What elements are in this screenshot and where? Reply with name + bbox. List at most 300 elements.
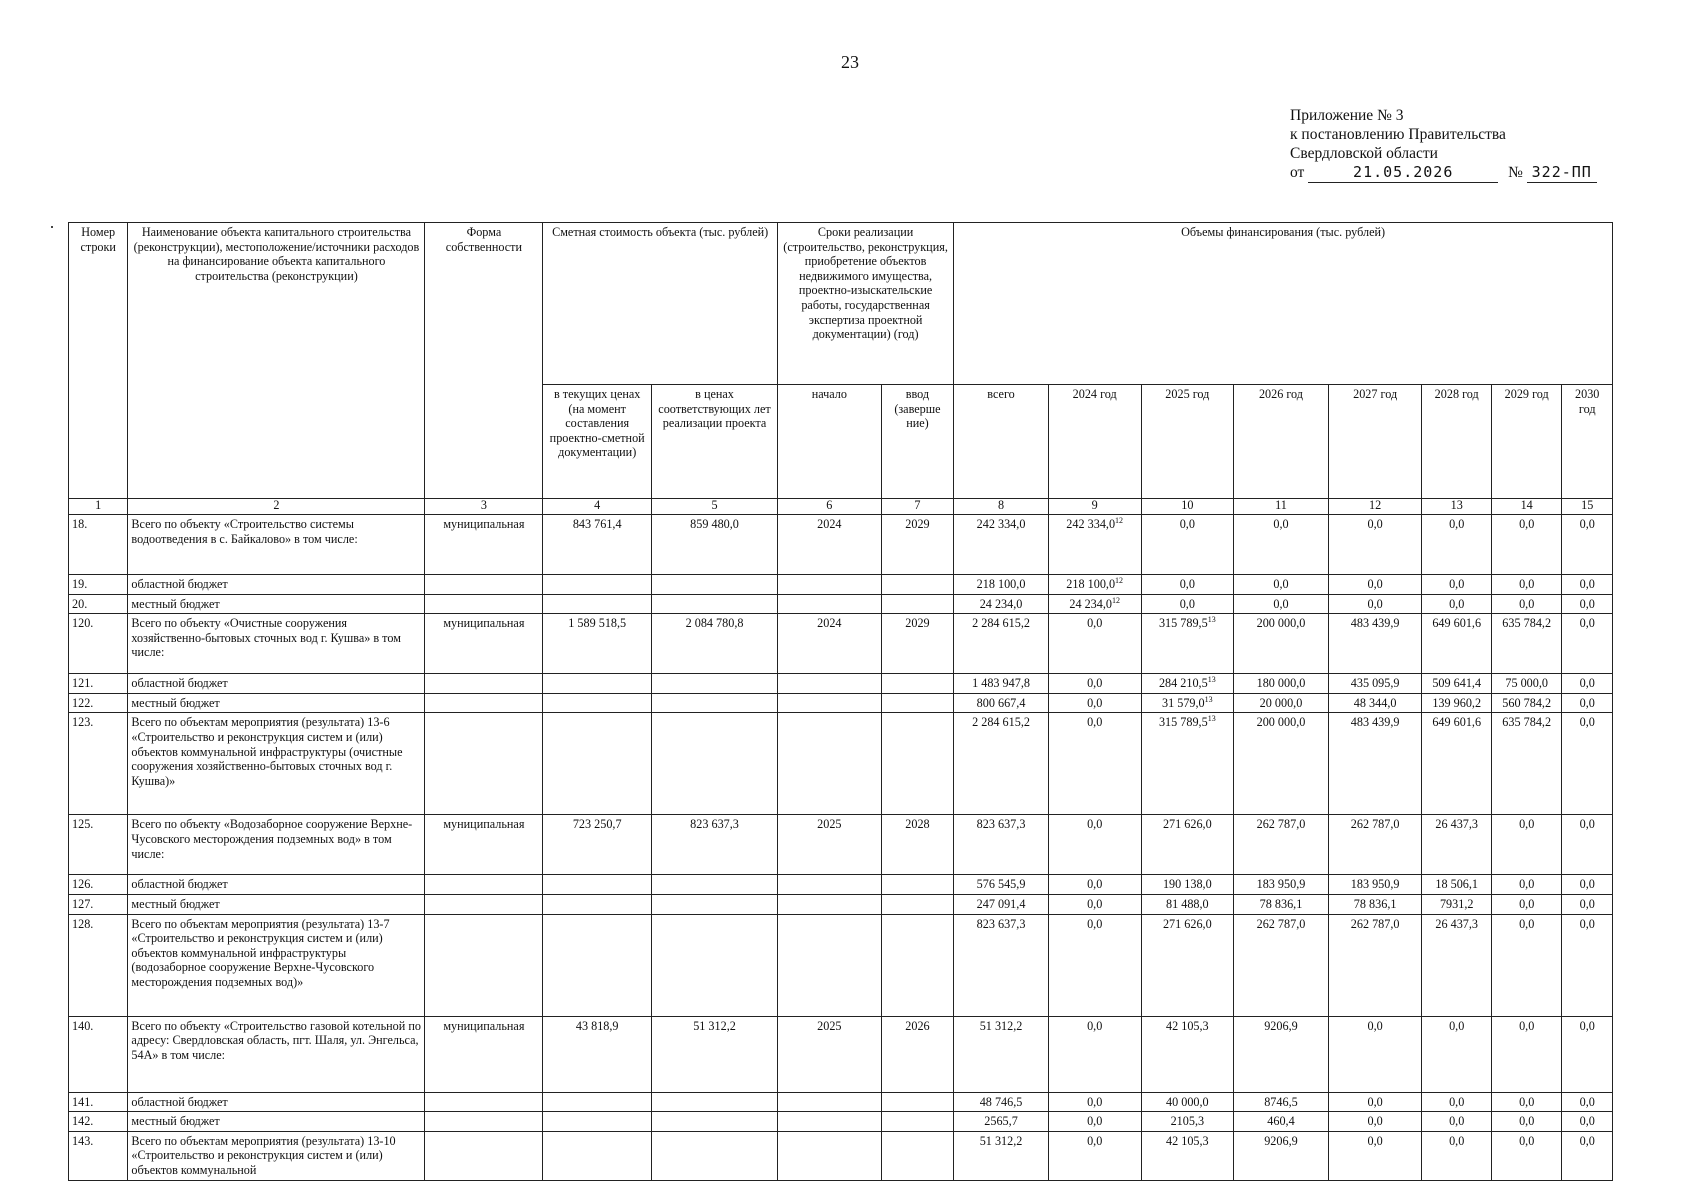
cell-finish-year [881, 914, 954, 1016]
cell-year-2028 [1422, 894, 1491, 914]
cell-object-name [128, 594, 425, 614]
cell-year-2025 [1141, 575, 1234, 595]
cell-cost-current [543, 875, 652, 895]
cell-year-2029 [1491, 815, 1561, 875]
cell-start-year [777, 614, 881, 674]
cell-start-year [777, 594, 881, 614]
cell-year-2028-value: 649 601,6 [1432, 616, 1482, 631]
cell-cost-years [652, 894, 778, 914]
cell-finish-year [881, 1092, 954, 1112]
cell-total-value: 800 667,4 [976, 695, 1026, 710]
cell-year-2026-value: 200 000,0 [1256, 616, 1306, 631]
cell-year-2026-value: 262 787,0 [1256, 817, 1306, 832]
cell-cost-current [543, 575, 652, 595]
cell-ownership-value: муниципальная [443, 517, 525, 531]
appendix-line-region: Свердловской области [1290, 145, 1438, 162]
cell-cost-current-value: 843 761,4 [572, 517, 622, 531]
cell-cost-current [543, 815, 652, 875]
cell-year-2029-value: 0,0 [1519, 1114, 1535, 1129]
cell-ownership-value: муниципальная [443, 1018, 525, 1033]
cell-year-2030 [1562, 693, 1613, 713]
cell-ownership [425, 1112, 543, 1132]
cell-year-2024 [1048, 674, 1141, 694]
cell-object-name [128, 713, 425, 815]
cell-year-2024 [1048, 1092, 1141, 1112]
cell-cost-years [652, 693, 778, 713]
cell-ownership [425, 914, 543, 1016]
cell-year-2027-value: 435 095,9 [1350, 676, 1400, 691]
cell-year-2029-value: 560 784,2 [1502, 695, 1552, 710]
table-row [69, 875, 1613, 895]
appendix-title: Приложение № 3 [1290, 107, 1404, 124]
column-index: 6 [777, 499, 881, 515]
cell-cost-years [652, 875, 778, 895]
cell-year-2030-value: 0,0 [1579, 676, 1595, 691]
table-row [69, 1131, 1613, 1180]
cell-year-2028 [1422, 1092, 1491, 1112]
cell-ownership [425, 713, 543, 815]
cell-year-2027-value: 262 787,0 [1350, 817, 1400, 832]
cell-start-year [777, 875, 881, 895]
cell-cost-current [543, 594, 652, 614]
cell-year-2030-value: 0,0 [1579, 1094, 1595, 1109]
cell-row-number-value: 127. [72, 896, 94, 911]
page-number: 23 [841, 52, 859, 72]
header-year-2028: 2028 год [1422, 385, 1491, 499]
cell-year-2024-value: 0,0 [1087, 695, 1103, 710]
cell-year-2025-value: 42 105,3 [1165, 1133, 1209, 1148]
table-row [69, 575, 1613, 595]
column-index: 8 [954, 499, 1049, 515]
cell-object-name [128, 515, 425, 575]
cell-start-year [777, 1112, 881, 1132]
cell-year-2027-value: 0,0 [1367, 1133, 1383, 1148]
cell-year-2026 [1234, 614, 1329, 674]
cell-object-name [128, 815, 425, 875]
cell-year-2029 [1491, 594, 1561, 614]
cell-cost-current-value: 43 818,9 [575, 1018, 619, 1033]
cell-total-value: 242 334,0 [976, 517, 1026, 531]
cell-year-2025-value: 0,0 [1179, 596, 1195, 611]
cell-year-2024 [1048, 1112, 1141, 1132]
cell-year-2024-value: 0,0 [1087, 1094, 1103, 1109]
cell-year-2025 [1141, 1112, 1234, 1132]
cell-year-2030-value: 0,0 [1579, 817, 1595, 832]
cell-finish-year [881, 894, 954, 914]
cell-year-2027-value: 0,0 [1367, 1094, 1383, 1109]
cell-year-2026-value: 8746,5 [1264, 1094, 1298, 1109]
cell-year-2024 [1048, 575, 1141, 595]
cell-year-2030 [1562, 914, 1613, 1016]
header-years-prices: в ценах соответствующих лет реализации проекта [652, 385, 778, 499]
table-row [69, 693, 1613, 713]
cell-year-2027-value: 78 836,1 [1353, 896, 1397, 911]
cell-year-2024-value: 0,0 [1087, 916, 1103, 931]
cell-total-value: 51 312,2 [979, 1018, 1023, 1033]
cell-year-2027 [1328, 515, 1422, 575]
cell-year-2028 [1422, 515, 1491, 575]
cell-year-2027 [1328, 875, 1422, 895]
cell-year-2029 [1491, 674, 1561, 694]
cell-finish-year-value: 2026 [905, 1018, 930, 1033]
cell-year-2030-value: 0,0 [1579, 896, 1595, 911]
cell-object-name [128, 614, 425, 674]
cell-total-value: 823 637,3 [976, 817, 1026, 832]
column-index-row [69, 499, 1613, 515]
cell-year-2029-value: 0,0 [1519, 896, 1535, 911]
column-index: 2 [128, 499, 425, 515]
cell-object-name [128, 875, 425, 895]
cell-cost-years [652, 614, 778, 674]
cell-row-number [69, 914, 128, 1016]
cell-year-2029 [1491, 1112, 1561, 1132]
cell-year-2026 [1234, 1016, 1329, 1092]
cell-ownership [425, 515, 543, 575]
table-row [69, 614, 1613, 674]
cell-row-number [69, 614, 128, 674]
cell-year-2028-value: 7931,2 [1439, 896, 1474, 911]
cell-year-2026-value: 0,0 [1273, 577, 1289, 591]
cell-year-2028 [1422, 575, 1491, 595]
cell-finish-year [881, 575, 954, 595]
cell-year-2025-value: 315 789,5 [1158, 616, 1208, 631]
cell-year-2024-value: 0,0 [1087, 817, 1103, 832]
cell-row-number [69, 713, 128, 815]
cell-cost-years [652, 674, 778, 694]
column-index: 9 [1048, 499, 1141, 515]
cell-year-2025-value: 0,0 [1179, 517, 1195, 531]
cell-start-year [777, 693, 881, 713]
cell-finish-year [881, 1016, 954, 1092]
cell-cost-current [543, 693, 652, 713]
cell-year-2030-value: 0,0 [1579, 877, 1595, 892]
cell-cost-current [543, 1112, 652, 1132]
cell-year-2028-value: 0,0 [1449, 1018, 1465, 1033]
cell-cost-years [652, 815, 778, 875]
cell-year-2025 [1141, 1131, 1234, 1180]
cell-year-2028-value: 26 437,3 [1435, 916, 1479, 931]
cell-start-year [777, 894, 881, 914]
cell-year-2027 [1328, 1131, 1422, 1180]
cell-year-2025 [1141, 515, 1234, 575]
cell-cost-current [543, 614, 652, 674]
cell-year-2030 [1562, 594, 1613, 614]
cell-ownership [425, 815, 543, 875]
cell-year-2028-value: 649 601,6 [1432, 715, 1482, 730]
cell-row-number [69, 875, 128, 895]
cell-year-2029 [1491, 575, 1561, 595]
cell-total [954, 1131, 1049, 1180]
footnote-mark: 12 [1115, 515, 1124, 525]
cell-start-year-value: 2025 [817, 817, 842, 832]
cell-cost-current-value: 723 250,7 [572, 817, 622, 832]
cell-year-2025 [1141, 594, 1234, 614]
cell-year-2024-value: 0,0 [1087, 715, 1103, 730]
margin-mark [51, 226, 53, 228]
resolution-number: 322-ПП [1527, 163, 1597, 183]
cell-year-2025 [1141, 894, 1234, 914]
cell-year-2026 [1234, 594, 1329, 614]
cell-object-name [128, 1112, 425, 1132]
cell-year-2024-value: 0,0 [1087, 616, 1103, 631]
cell-cost-years [652, 914, 778, 1016]
cell-year-2027-value: 48 344,0 [1353, 695, 1397, 710]
cell-row-number-value: 140. [72, 1018, 94, 1033]
financing-table [68, 222, 1613, 1181]
cell-start-year [777, 914, 881, 1016]
column-index: 7 [881, 499, 954, 515]
cell-year-2028 [1422, 594, 1491, 614]
cell-cost-years-value: 2 084 780,8 [685, 616, 744, 631]
cell-year-2030 [1562, 713, 1613, 815]
cell-year-2027 [1328, 1016, 1422, 1092]
cell-year-2029-value: 635 784,2 [1502, 616, 1552, 631]
column-index: 12 [1328, 499, 1422, 515]
cell-total-value: 48 746,5 [979, 1094, 1023, 1109]
cell-year-2029-value: 0,0 [1519, 1133, 1535, 1148]
cell-year-2027 [1328, 594, 1422, 614]
cell-finish-year [881, 1131, 954, 1180]
cell-year-2026-value: 460,4 [1267, 1114, 1295, 1129]
cell-year-2030 [1562, 575, 1613, 595]
cell-year-2028-value: 0,0 [1449, 517, 1465, 531]
cell-finish-year [881, 674, 954, 694]
cell-row-number-value: 120. [72, 616, 94, 631]
table-row [69, 594, 1613, 614]
cell-ownership-value: муниципальная [443, 817, 525, 832]
cell-cost-current [543, 674, 652, 694]
header-current-prices: в текущих ценах (на момент составления проектно-сметной документации) [543, 385, 652, 499]
cell-year-2027 [1328, 614, 1422, 674]
cell-object-name-value: Всего по объекту «Строительство газовой котельной по адресу: Свердловская область, пгт. Шаля, ул. Энгельса, 54А» в том числе: [131, 1018, 421, 1062]
header-year-2024: 2024 год [1048, 385, 1141, 499]
header-object-name: Наименование объекта капитального строительства (реконструкции), местоположение/источники расходов на финансирование объекта капитального строительства (реконструкции) [128, 223, 425, 499]
cell-total-value: 24 234,0 [979, 596, 1023, 611]
cell-year-2030 [1562, 1016, 1613, 1092]
header-implementation-terms: Сроки реализации (строительство, реконструкция, приобретение объектов недвижимого имущества, проектно-изыскательские работы, государственная экспертиза проектной документации) (год) [777, 223, 953, 385]
date-prefix: от [1290, 164, 1305, 181]
cell-year-2025-value: 315 789,5 [1158, 715, 1208, 730]
cell-year-2024-value: 218 100,0 [1066, 577, 1116, 591]
cell-total-value: 1 483 947,8 [972, 676, 1030, 691]
header-year-2027: 2027 год [1328, 385, 1422, 499]
cell-year-2024 [1048, 713, 1141, 815]
cell-finish-year-value: 2028 [905, 817, 930, 832]
cell-year-2030 [1562, 815, 1613, 875]
cell-total [954, 674, 1049, 694]
header-ownership: Форма собственности [425, 223, 543, 499]
cell-row-number-value: 123. [72, 715, 94, 730]
cell-year-2029-value: 0,0 [1519, 877, 1535, 892]
cell-year-2025-value: 284 210,5 [1158, 676, 1208, 691]
cell-year-2029 [1491, 693, 1561, 713]
cell-year-2028-value: 0,0 [1449, 1094, 1465, 1109]
cell-year-2025-value: 42 105,3 [1165, 1018, 1209, 1033]
header-year-2029: 2029 год [1491, 385, 1561, 499]
cell-row-number [69, 693, 128, 713]
table-row [69, 815, 1613, 875]
cell-object-name-value: Всего по объектам мероприятия (результата) 13-7 «Строительство и реконструкция систем и (или) объектов коммунальной инфраструктуры (водозаборное сооружение Верхне-Чусовского месторождения подземных вод)» [131, 916, 390, 989]
cell-year-2030-value: 0,0 [1579, 695, 1595, 710]
cell-year-2026-value: 0,0 [1273, 517, 1289, 531]
cell-start-year [777, 674, 881, 694]
cell-total [954, 815, 1049, 875]
appendix-block [1290, 106, 1597, 183]
cell-object-name [128, 674, 425, 694]
cell-year-2030 [1562, 1112, 1613, 1132]
cell-year-2024 [1048, 594, 1141, 614]
cell-year-2026 [1234, 914, 1329, 1016]
cell-year-2027-value: 262 787,0 [1350, 916, 1400, 931]
header-year-2026: 2026 год [1234, 385, 1329, 499]
column-index: 11 [1234, 499, 1329, 515]
cell-total-value: 2 284 615,2 [972, 715, 1030, 730]
cell-ownership [425, 614, 543, 674]
cell-year-2028-value: 0,0 [1449, 1133, 1465, 1148]
cell-year-2025-value: 2105,3 [1170, 1114, 1205, 1129]
cell-object-name [128, 693, 425, 713]
cell-year-2027-value: 483 439,9 [1350, 616, 1400, 631]
cell-row-number-value: 121. [72, 676, 94, 691]
header-year-2025: 2025 год [1141, 385, 1234, 499]
header-year-2030: 2030 год [1562, 385, 1613, 499]
cell-total-value: 247 091,4 [976, 896, 1026, 911]
cell-year-2026-value: 9206,9 [1264, 1133, 1298, 1148]
cell-start-year [777, 713, 881, 815]
cell-year-2030-value: 0,0 [1579, 1114, 1595, 1129]
column-index: 1 [69, 499, 128, 515]
cell-year-2029 [1491, 894, 1561, 914]
cell-total-value: 2 284 615,2 [972, 616, 1030, 631]
cell-year-2026 [1234, 894, 1329, 914]
cell-total [954, 575, 1049, 595]
cell-total-value: 2565,7 [984, 1114, 1018, 1129]
cell-year-2026-value: 200 000,0 [1256, 715, 1306, 730]
cell-cost-years [652, 1016, 778, 1092]
cell-year-2030-value: 0,0 [1579, 517, 1595, 531]
cell-row-number [69, 594, 128, 614]
column-index: 10 [1141, 499, 1234, 515]
cell-ownership [425, 1131, 543, 1180]
table-row [69, 1112, 1613, 1132]
cell-year-2026-value: 20 000,0 [1259, 695, 1303, 710]
cell-year-2025-value: 40 000,0 [1165, 1094, 1209, 1109]
cell-year-2029 [1491, 875, 1561, 895]
cell-object-name-value: местный бюджет [131, 695, 220, 710]
cell-finish-year [881, 693, 954, 713]
cell-year-2028-value: 0,0 [1449, 596, 1465, 611]
footnote-mark: 13 [1207, 714, 1216, 724]
cell-year-2024 [1048, 1131, 1141, 1180]
cell-total [954, 914, 1049, 1016]
cell-year-2029 [1491, 914, 1561, 1016]
cell-cost-years-value: 823 637,3 [690, 817, 739, 832]
column-index: 5 [652, 499, 778, 515]
cell-year-2028 [1422, 914, 1491, 1016]
column-index: 3 [425, 499, 543, 515]
resolution-date: 21.05.2026 [1308, 163, 1498, 183]
cell-year-2028-value: 18 506,1 [1435, 877, 1479, 892]
cell-year-2029-value: 0,0 [1519, 517, 1535, 531]
header-funding-volumes: Объемы финансирования (тыс. рублей) [954, 223, 1613, 385]
cell-year-2029 [1491, 1092, 1561, 1112]
footnote-mark: 13 [1204, 694, 1213, 704]
cell-year-2028 [1422, 1016, 1491, 1092]
cell-row-number [69, 1092, 128, 1112]
cell-start-year [777, 575, 881, 595]
cell-total-value: 576 545,9 [976, 877, 1026, 892]
cell-total [954, 693, 1049, 713]
cell-year-2024-value: 242 334,0 [1066, 517, 1116, 531]
cell-cost-current [543, 515, 652, 575]
cell-year-2029-value: 0,0 [1519, 916, 1535, 931]
footnote-mark: 13 [1207, 615, 1216, 625]
cell-object-name [128, 575, 425, 595]
cell-year-2026 [1234, 1112, 1329, 1132]
cell-year-2029 [1491, 614, 1561, 674]
cell-year-2024 [1048, 815, 1141, 875]
cell-year-2029-value: 0,0 [1519, 1018, 1535, 1033]
table-row [69, 1016, 1613, 1092]
cell-finish-year-value: 2029 [905, 517, 930, 531]
cell-finish-year [881, 815, 954, 875]
cell-year-2024 [1048, 914, 1141, 1016]
cell-total-value: 218 100,0 [976, 577, 1026, 591]
header-estimated-cost: Сметная стоимость объекта (тыс. рублей) [543, 223, 778, 385]
cell-row-number-value: 20. [72, 596, 88, 611]
cell-start-year-value: 2024 [817, 517, 842, 531]
cell-year-2025-value: 190 138,0 [1162, 877, 1212, 892]
cell-year-2028-value: 0,0 [1449, 1114, 1465, 1129]
cell-year-2027 [1328, 674, 1422, 694]
cell-year-2028 [1422, 875, 1491, 895]
cell-row-number [69, 575, 128, 595]
table-body [69, 515, 1613, 1181]
cell-year-2030 [1562, 1131, 1613, 1180]
cell-year-2026 [1234, 575, 1329, 595]
cell-year-2025-value: 31 579,0 [1161, 695, 1205, 710]
column-index: 4 [543, 499, 652, 515]
table-row [69, 914, 1613, 1016]
cell-total [954, 594, 1049, 614]
cell-row-number-value: 142. [72, 1114, 94, 1129]
table-row [69, 1092, 1613, 1112]
cell-total [954, 515, 1049, 575]
cell-start-year [777, 1016, 881, 1092]
header-start: начало [777, 385, 881, 499]
cell-object-name-value: областной бюджет [131, 877, 228, 892]
cell-year-2024-value: 0,0 [1087, 1133, 1103, 1148]
cell-year-2027 [1328, 815, 1422, 875]
cell-object-name-value: местный бюджет [131, 1114, 220, 1129]
cell-finish-year-value: 2029 [905, 616, 930, 631]
cell-row-number [69, 1131, 128, 1180]
cell-year-2025-value: 0,0 [1179, 577, 1195, 591]
cell-total [954, 614, 1049, 674]
cell-object-name [128, 1092, 425, 1112]
cell-year-2026 [1234, 674, 1329, 694]
cell-cost-years [652, 1092, 778, 1112]
cell-year-2029-value: 0,0 [1519, 577, 1535, 591]
cell-total [954, 894, 1049, 914]
cell-year-2028-value: 0,0 [1449, 577, 1465, 591]
cell-year-2030 [1562, 515, 1613, 575]
cell-cost-years [652, 515, 778, 575]
cell-year-2027 [1328, 1112, 1422, 1132]
cell-year-2026 [1234, 515, 1329, 575]
cell-ownership [425, 594, 543, 614]
cell-year-2025 [1141, 1092, 1234, 1112]
